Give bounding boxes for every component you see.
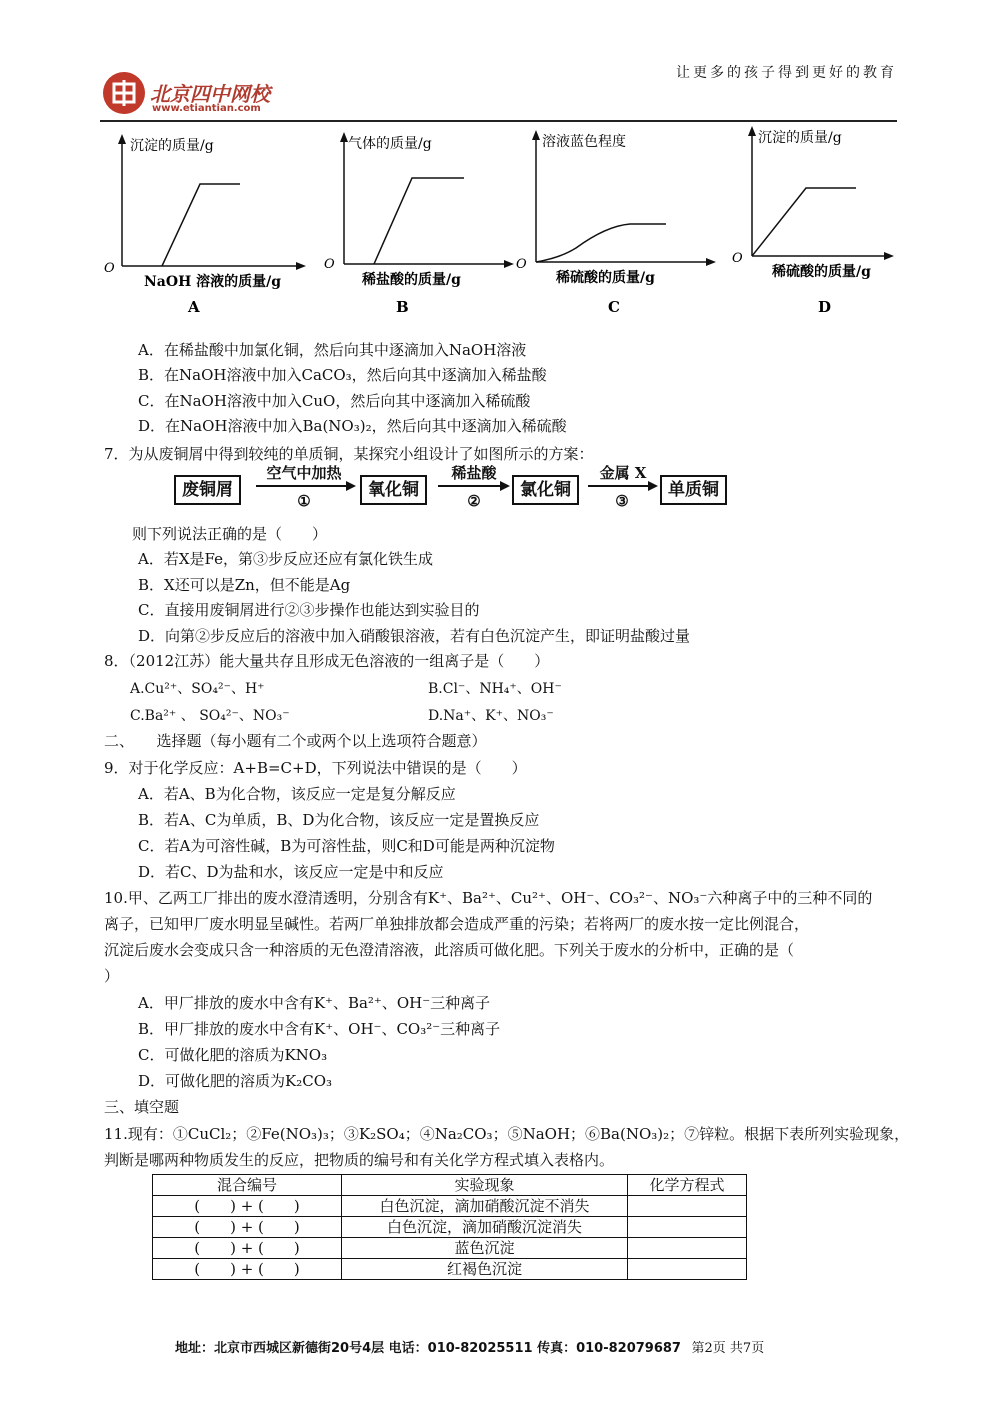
flow-step3-label: 金属 X [599, 464, 647, 482]
q11-answer-table [152, 1174, 747, 1280]
q7-stem: 7．为从废铜屑中得到较纯的单质铜，某探究小组设计了如图所示的方案： [104, 445, 594, 463]
table-cell-phenomenon: 白色沉淀，滴加硝酸沉淀消失 [342, 1217, 628, 1238]
q7-option-b: B．X还可以是Zn，但不能是Ag [138, 576, 351, 594]
q9-option-b: B．若A、C为单质，B、D为化合物，该反应一定是置换反应 [138, 811, 540, 829]
table-header-mix: 混合编号 [153, 1175, 342, 1196]
logo-url: www.etiantian.com [152, 103, 261, 114]
q8-option-c: C.Ba²⁺ 、 SO₄²⁻、NO₃⁻ [130, 708, 290, 724]
q9-option-d: D．若C、D为盐和水，该反应一定是中和反应 [138, 863, 444, 881]
q8-option-a: A.Cu²⁺、SO₄²⁻、H⁺ [130, 681, 265, 697]
flow-step2-label: 稀盐酸 [451, 464, 497, 482]
graph-c-letter: C [608, 298, 620, 316]
table-cell-phenomenon: 白色沉淀，滴加硝酸沉淀不消失 [342, 1196, 628, 1217]
q10-line-1: 10.甲、乙两工厂排出的废水澄清透明，分别含有K⁺、Ba²⁺、Cu²⁺、OH⁻、CO₃²⁻、NO₃⁻六种离子中的三种不同的 [104, 889, 873, 907]
q6-option-a: A．在稀盐酸中加氯化铜，然后向其中逐滴加入NaOH溶液 [138, 341, 527, 359]
q10-option-a: A．甲厂排放的废水中含有K⁺、Ba²⁺、OH⁻三种离子 [138, 994, 491, 1012]
q7-option-c: C．直接用废铜屑进行②③步操作也能达到实验目的 [138, 601, 480, 619]
graph-a [100, 128, 310, 318]
flow-arrow-1 [256, 480, 358, 492]
flow-step2-number: ② [467, 492, 481, 510]
q10-option-b: B．甲厂排放的废水中含有K⁺、OH⁻、CO₃²⁻三种离子 [138, 1020, 501, 1038]
graph-c [510, 126, 720, 318]
table-cell-equation[interactable] [628, 1259, 747, 1280]
flow-step1-number: ① [297, 492, 311, 510]
page-footer [175, 1337, 764, 1356]
table-cell-phenomenon: 红褐色沉淀 [342, 1259, 628, 1280]
header-slogan: 让更多的孩子得到更好的教育 [676, 65, 897, 81]
q11-line-1: 11.现有：①CuCl₂；②Fe(NO₃)₃；③K₂SO₄；④Na₂CO₃；⑤NaOH；⑥Ba(NO₃)₂；⑦锌粒。根据下表所列实验现象， [104, 1125, 910, 1143]
q10-option-c: C．可做化肥的溶质为KNO₃ [138, 1046, 328, 1064]
q10-line-4: ） [104, 967, 120, 985]
flow-box-copper-chloride: 氯化铜 [512, 475, 579, 505]
table-header-equation: 化学方程式 [628, 1175, 747, 1196]
q8-option-d: D.Na⁺、K⁺、NO₃⁻ [428, 708, 554, 724]
graph-c-ylabel: 溶液蓝色程度 [542, 134, 626, 150]
graph-b-ylabel: 气体的质量/g [348, 136, 432, 152]
school-logo-icon [103, 72, 145, 114]
footer-address: 地址：北京市西城区新德街20号4层 电话：010-82025511 传真：010-82079687 [175, 1341, 681, 1356]
graph-b [318, 128, 518, 318]
table-header-row [153, 1175, 747, 1196]
q8-stem: 8．（2012江苏）能大量共存且形成无色溶液的一组离子是（ ） [104, 652, 550, 670]
table-cell-mix[interactable]: ( ) + ( ) [153, 1259, 342, 1280]
logo-name: 北京四中网校 [150, 82, 270, 106]
graph-c-xlabel: 稀硫酸的质量/g [556, 270, 655, 286]
table-cell-equation[interactable] [628, 1238, 747, 1259]
graph-a-origin: O [104, 261, 115, 276]
graph-a-ylabel: 沉淀的质量/g [130, 138, 214, 154]
q9-stem: 9．对于化学反应：A+B=C+D，下列说法中错误的是（ ） [104, 759, 527, 777]
q6-option-c: C．在NaOH溶液中加入CuO，然后向其中逐滴加入稀硫酸 [138, 392, 531, 410]
q7-option-d: D．向第②步反应后的溶液中加入硝酸银溶液，若有白色沉淀产生，即证明盐酸过量 [138, 627, 691, 645]
graph-c-origin: O [516, 257, 527, 272]
table-cell-mix[interactable]: ( ) + ( ) [153, 1196, 342, 1217]
graph-a-letter: A [188, 298, 200, 316]
graph-b-xlabel: 稀盐酸的质量/g [362, 272, 461, 288]
table-row [153, 1196, 747, 1217]
q7-prompt: 则下列说法正确的是（ ） [132, 525, 328, 543]
q11-line-2: 判断是哪两种物质发生的反应，把物质的编号和有关化学方程式填入表格内。 [104, 1151, 615, 1169]
q7-option-a: A．若X是Fe，第③步反应还应有氯化铁生成 [138, 550, 433, 568]
graph-d-ylabel: 沉淀的质量/g [758, 130, 842, 146]
section-2-heading: 二、 选择题（每小题有二个或两个以上选项符合题意） [104, 732, 487, 750]
table-cell-equation[interactable] [628, 1196, 747, 1217]
q8-option-b: B.Cl⁻、NH₄⁺、OH⁻ [428, 681, 562, 697]
table-row [153, 1259, 747, 1280]
flow-box-copper-oxide: 氧化铜 [360, 475, 427, 505]
flow-step1-label: 空气中加热 [266, 464, 342, 482]
flow-box-waste-copper: 废铜屑 [174, 475, 241, 505]
q10-option-d: D．可做化肥的溶质为K₂CO₃ [138, 1072, 333, 1090]
flow-box-copper: 单质铜 [660, 475, 727, 505]
table-cell-phenomenon: 蓝色沉淀 [342, 1238, 628, 1259]
graph-a-xlabel: NaOH 溶液的质量/g [144, 274, 282, 290]
q6-option-d: D．在NaOH溶液中加入Ba(NO₃)₂，然后向其中逐滴加入稀硫酸 [138, 417, 567, 435]
graph-d-letter: D [818, 298, 832, 316]
q9-option-a: A．若A、B为化合物，该反应一定是复分解反应 [138, 785, 456, 803]
table-row [153, 1217, 747, 1238]
q10-line-2: 离子，已知甲厂废水明显呈碱性。若两厂单独排放都会造成严重的污染；若将两厂的废水按一定比例混合， [104, 915, 810, 933]
graph-d-xlabel: 稀硫酸的质量/g [772, 264, 871, 280]
table-header-phenomenon: 实验现象 [342, 1175, 628, 1196]
footer-page-number: 第2页 共7页 [691, 1341, 765, 1356]
table-cell-mix[interactable]: ( ) + ( ) [153, 1217, 342, 1238]
table-cell-equation[interactable] [628, 1217, 747, 1238]
table-row [153, 1238, 747, 1259]
q9-option-c: C．若A为可溶性碱，B为可溶性盐，则C和D可能是两种沉淀物 [138, 837, 555, 855]
graph-b-letter: B [396, 298, 409, 316]
flow-arrow-3 [588, 480, 660, 492]
q10-line-3: 沉淀后废水会变成只含一种溶质的无色澄清溶液，此溶质可做化肥。下列关于废水的分析中，正确的是（ [104, 941, 795, 959]
graph-b-origin: O [324, 257, 335, 272]
q6-option-b: B．在NaOH溶液中加入CaCO₃，然后向其中逐滴加入稀盐酸 [138, 366, 547, 384]
flow-arrow-2 [438, 480, 512, 492]
flow-step3-number: ③ [615, 492, 629, 510]
graph-d-origin: O [732, 251, 743, 266]
graph-d [728, 122, 898, 318]
table-cell-mix[interactable]: ( ) + ( ) [153, 1238, 342, 1259]
section-3-heading: 三、填空题 [104, 1098, 180, 1116]
